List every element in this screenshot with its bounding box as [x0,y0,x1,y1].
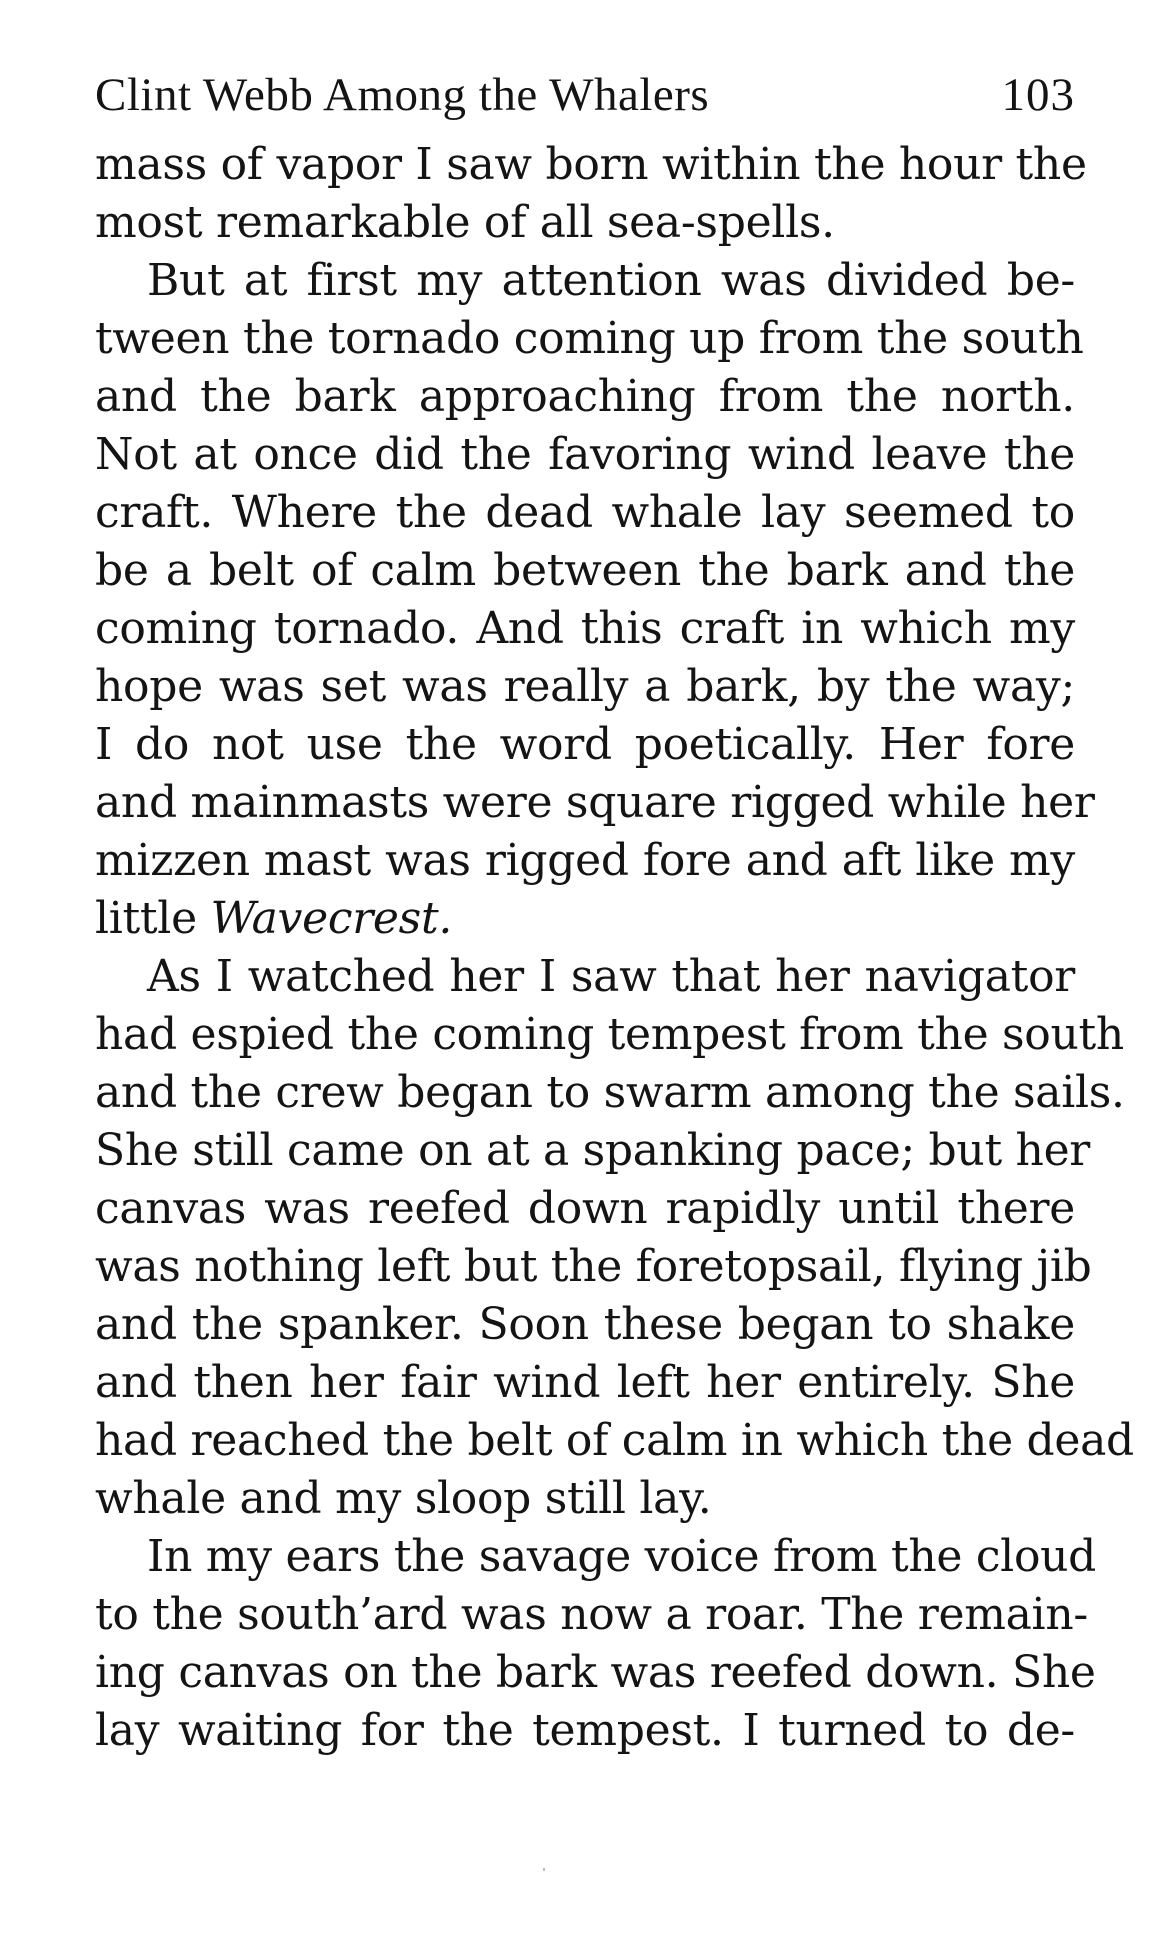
paragraph-2 [95,252,1095,948]
text-line: Not at once did the favoring wind leave the [95,429,1075,480]
text-line: and the crew began to swarm among the sails. [95,1067,1125,1118]
text-line: canvas was reefed down rapidly until there [95,1183,1075,1234]
text-line: As I watched her I saw that her navigator [147,951,1075,1002]
text-line: In my ears the savage voice from the cloud [147,1531,1097,1582]
running-head [95,60,1075,130]
text-line: She still came on at a spanking pace; but her [95,1125,1091,1176]
text-line: whale and my sloop still lay. [95,1473,712,1524]
paragraph-1 [95,136,1087,252]
text-line: was nothing left but the foretopsail, flying jib [95,1241,1092,1292]
text-line: and mainmasts were square rigged while her [95,777,1095,828]
text-line: to the south’ard was now a roar. The remain- [95,1589,1088,1640]
text-line: had reached the belt of calm in which the dead [95,1415,1134,1466]
text-line: coming tornado. And this craft in which my [95,603,1075,654]
text-line: mass of vapor I saw born within the hour the [95,139,1087,190]
text-line: and the bark approaching from the north. [95,371,1075,422]
paragraph-4 [95,1528,1097,1760]
text-line: craft. Where the dead whale lay seemed to [95,487,1075,538]
book-page [95,60,1134,1760]
text-line: be a belt of calm between the bark and the [95,545,1075,596]
paper-speck [543,1868,545,1871]
text-line: lay waiting for the tempest. I turned to de- [95,1705,1075,1756]
running-title: Clint Webb Among the Whalers [95,69,710,121]
text-line: mizzen mast was rigged fore and aft like my [95,835,1075,886]
body-text [95,136,1134,1760]
text-line: hope was set was really a bark, by the way; [95,661,1075,712]
text-fragment: little [95,893,197,944]
text-line: But at first my attention was divided be- [147,255,1075,306]
text-line: and the spanker. Soon these began to shake [95,1299,1075,1350]
text-line: most remarkable of all sea-spells. [95,197,835,248]
text-line: I do not use the word poetically. Her fore [95,719,1075,770]
text-line [95,890,1075,948]
page-number: 103 [1001,69,1075,121]
paragraph-3 [95,948,1134,1528]
text-line: had espied the coming tempest from the south [95,1009,1124,1060]
text-line: ing canvas on the bark was reefed down. She [95,1647,1096,1698]
ship-name-italic: Wavecrest. [210,893,453,944]
text-line: tween the tornado coming up from the south [95,313,1084,364]
text-line: and then her fair wind left her entirely. She [95,1357,1075,1408]
